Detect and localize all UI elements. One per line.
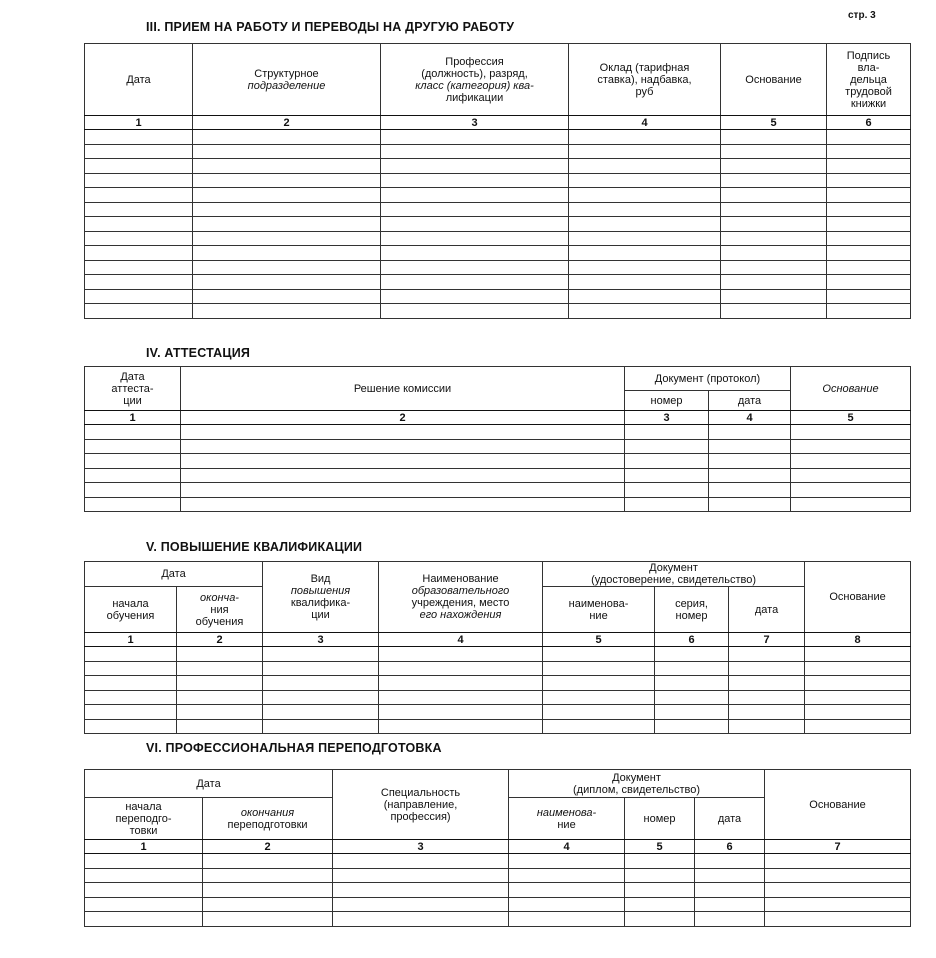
column-number: 5 [625, 840, 695, 854]
blank-entry-cell[interactable] [379, 690, 543, 705]
blank-entry-cell[interactable] [625, 483, 709, 498]
blank-entry-cell[interactable] [569, 188, 721, 203]
blank-entry-cell[interactable] [721, 173, 827, 188]
blank-entry-row [85, 690, 911, 705]
blank-entry-cell[interactable] [655, 719, 729, 734]
blank-entry-row [85, 497, 911, 512]
blank-entry-cell[interactable] [381, 130, 569, 145]
blank-entry-cell[interactable] [379, 676, 543, 691]
blank-entry-cell[interactable] [569, 246, 721, 261]
header-date: дата [709, 391, 791, 411]
blank-entry-cell[interactable] [85, 854, 203, 869]
blank-entry-cell[interactable] [827, 304, 911, 319]
blank-entry-cell[interactable] [625, 468, 709, 483]
blank-entry-cell[interactable] [85, 275, 193, 290]
blank-entry-cell[interactable] [543, 676, 655, 691]
blank-entry-cell[interactable] [827, 202, 911, 217]
blank-entry-cell[interactable] [85, 159, 193, 174]
blank-entry-cell[interactable] [85, 912, 203, 927]
blank-entry-cell[interactable] [181, 468, 625, 483]
blank-entry-cell[interactable] [379, 719, 543, 734]
blank-entry-row [85, 676, 911, 691]
blank-entry-cell[interactable] [379, 647, 543, 662]
header-basis: Основание [765, 770, 911, 840]
column-number: 2 [181, 411, 625, 425]
blank-entry-cell[interactable] [569, 260, 721, 275]
blank-entry-cell[interactable] [729, 676, 805, 691]
header-number: номер [625, 391, 709, 411]
header-institution: Наименование образовательного учреждения, место его нахождения [379, 562, 543, 633]
header-profession: Профессия (должность), разряд, класс (категория) ква- лификации [381, 44, 569, 116]
blank-entry-cell[interactable] [85, 497, 181, 512]
blank-entry-row [85, 231, 911, 246]
header-document-name: наименова- ние [509, 798, 625, 840]
column-number: 5 [543, 633, 655, 647]
blank-entry-cell[interactable] [85, 188, 193, 203]
blank-entry-cell[interactable] [655, 705, 729, 720]
header-document-date: дата [695, 798, 765, 840]
blank-entry-row [85, 439, 911, 454]
blank-entry-row [85, 246, 911, 261]
blank-entry-cell[interactable] [709, 468, 791, 483]
retraining-table [84, 769, 911, 927]
column-number: 3 [263, 633, 379, 647]
blank-entry-cell[interactable] [193, 130, 381, 145]
blank-entry-cell[interactable] [543, 719, 655, 734]
blank-entry-cell[interactable] [721, 260, 827, 275]
blank-entry-cell[interactable] [805, 705, 911, 720]
header-structural-unit: Структурное подразделение [193, 44, 381, 116]
blank-entry-cell[interactable] [721, 159, 827, 174]
blank-entry-cell[interactable] [177, 705, 263, 720]
blank-entry-cell[interactable] [85, 705, 177, 720]
blank-entry-cell[interactable] [85, 661, 177, 676]
blank-entry-cell[interactable] [695, 883, 765, 898]
blank-entry-cell[interactable] [827, 130, 911, 145]
section-4-title: IV. АТТЕСТАЦИЯ [146, 346, 251, 360]
column-number: 2 [193, 116, 381, 130]
header-training-kind: Вид повышения квалифика- ции [263, 562, 379, 633]
blank-entry-cell[interactable] [333, 868, 509, 883]
blank-entry-cell[interactable] [263, 676, 379, 691]
blank-entry-cell[interactable] [85, 304, 193, 319]
blank-entry-cell[interactable] [85, 246, 193, 261]
column-number: 7 [765, 840, 911, 854]
blank-entry-cell[interactable] [569, 231, 721, 246]
blank-entry-cell[interactable] [193, 144, 381, 159]
employment-entry-rows [85, 130, 911, 319]
blank-entry-row [85, 188, 911, 203]
header-basis: Основание [805, 562, 911, 633]
blank-entry-cell[interactable] [791, 468, 911, 483]
blank-entry-cell[interactable] [569, 304, 721, 319]
header-commission-decision: Решение комиссии [181, 367, 625, 411]
blank-entry-cell[interactable] [193, 304, 381, 319]
blank-entry-cell[interactable] [805, 647, 911, 662]
page-number: стр. 3 [848, 10, 876, 21]
header-document-number: номер [625, 798, 695, 840]
blank-entry-cell[interactable] [721, 188, 827, 203]
blank-entry-cell[interactable] [85, 144, 193, 159]
blank-entry-cell[interactable] [827, 260, 911, 275]
blank-entry-cell[interactable] [695, 854, 765, 869]
blank-entry-cell[interactable] [569, 217, 721, 232]
header-document-protocol: Документ (протокол) [625, 367, 791, 391]
blank-entry-cell[interactable] [721, 289, 827, 304]
blank-entry-cell[interactable] [569, 144, 721, 159]
column-number: 2 [203, 840, 333, 854]
blank-entry-cell[interactable] [85, 289, 193, 304]
blank-entry-cell[interactable] [729, 705, 805, 720]
blank-entry-cell[interactable] [729, 690, 805, 705]
column-number: 6 [655, 633, 729, 647]
blank-entry-row [85, 130, 911, 145]
header-date: Дата [85, 770, 333, 798]
blank-entry-cell[interactable] [193, 246, 381, 261]
blank-entry-cell[interactable] [379, 705, 543, 720]
blank-entry-cell[interactable] [177, 676, 263, 691]
blank-entry-cell[interactable] [509, 854, 625, 869]
blank-entry-cell[interactable] [203, 868, 333, 883]
blank-entry-cell[interactable] [625, 897, 695, 912]
blank-entry-cell[interactable] [381, 246, 569, 261]
blank-entry-cell[interactable] [381, 304, 569, 319]
blank-entry-cell[interactable] [625, 868, 695, 883]
blank-entry-cell[interactable] [193, 202, 381, 217]
blank-entry-cell[interactable] [203, 854, 333, 869]
blank-entry-cell[interactable] [85, 897, 203, 912]
blank-entry-row [85, 304, 911, 319]
blank-entry-row [85, 883, 911, 898]
blank-entry-cell[interactable] [193, 173, 381, 188]
blank-entry-cell[interactable] [625, 912, 695, 927]
blank-entry-cell[interactable] [85, 719, 177, 734]
blank-entry-row [85, 868, 911, 883]
qualification-table [84, 561, 911, 734]
blank-entry-cell[interactable] [263, 719, 379, 734]
header-attestation-date: Дата аттеста- ции [85, 367, 181, 411]
blank-entry-cell[interactable] [381, 231, 569, 246]
blank-entry-cell[interactable] [263, 661, 379, 676]
column-number: 4 [709, 411, 791, 425]
blank-entry-cell[interactable] [709, 439, 791, 454]
blank-entry-cell[interactable] [655, 661, 729, 676]
blank-entry-cell[interactable] [85, 676, 177, 691]
blank-entry-cell[interactable] [509, 897, 625, 912]
blank-entry-cell[interactable] [333, 883, 509, 898]
column-number: 3 [333, 840, 509, 854]
blank-entry-cell[interactable] [805, 690, 911, 705]
blank-entry-cell[interactable] [193, 260, 381, 275]
header-series-number: серия, номер [655, 587, 729, 633]
blank-entry-cell[interactable] [203, 912, 333, 927]
blank-entry-cell[interactable] [827, 159, 911, 174]
blank-entry-cell[interactable] [379, 661, 543, 676]
column-number: 3 [625, 411, 709, 425]
blank-entry-cell[interactable] [203, 897, 333, 912]
blank-entry-cell[interactable] [569, 159, 721, 174]
header-salary: Оклад (тарифная ставка), надбавка, руб [569, 44, 721, 116]
blank-entry-row [85, 425, 911, 440]
blank-entry-cell[interactable] [569, 275, 721, 290]
blank-entry-cell[interactable] [177, 661, 263, 676]
blank-entry-cell[interactable] [721, 202, 827, 217]
blank-entry-cell[interactable] [509, 883, 625, 898]
qualification-entry-rows [85, 647, 911, 734]
header-basis: Основание [791, 367, 911, 411]
column-number: 7 [729, 633, 805, 647]
blank-entry-cell[interactable] [181, 439, 625, 454]
blank-entry-cell[interactable] [625, 497, 709, 512]
blank-entry-cell[interactable] [193, 289, 381, 304]
header-document: Документ (диплом, свидетельство) [509, 770, 765, 798]
blank-entry-cell[interactable] [85, 454, 181, 469]
blank-entry-cell[interactable] [193, 188, 381, 203]
blank-entry-cell[interactable] [381, 144, 569, 159]
blank-entry-cell[interactable] [177, 647, 263, 662]
blank-entry-cell[interactable] [721, 217, 827, 232]
blank-entry-cell[interactable] [827, 231, 911, 246]
blank-entry-cell[interactable] [721, 275, 827, 290]
blank-entry-cell[interactable] [695, 912, 765, 927]
blank-entry-cell[interactable] [625, 425, 709, 440]
employment-table [84, 43, 911, 319]
blank-entry-cell[interactable] [655, 676, 729, 691]
blank-entry-cell[interactable] [203, 883, 333, 898]
blank-entry-cell[interactable] [729, 647, 805, 662]
blank-entry-cell[interactable] [193, 159, 381, 174]
blank-entry-cell[interactable] [543, 661, 655, 676]
section-3-title: III. ПРИЕМ НА РАБОТУ И ПЕРЕВОДЫ НА ДРУГУЮ РАБОТУ [146, 20, 515, 34]
blank-entry-cell[interactable] [509, 868, 625, 883]
blank-entry-cell[interactable] [85, 231, 193, 246]
blank-entry-cell[interactable] [85, 647, 177, 662]
blank-entry-cell[interactable] [695, 897, 765, 912]
blank-entry-cell[interactable] [381, 202, 569, 217]
blank-entry-cell[interactable] [193, 231, 381, 246]
section-5-title: V. ПОВЫШЕНИЕ КВАЛИФИКАЦИИ [146, 540, 363, 554]
blank-entry-cell[interactable] [709, 425, 791, 440]
blank-entry-row [85, 661, 911, 676]
blank-entry-cell[interactable] [85, 130, 193, 145]
blank-entry-cell[interactable] [509, 912, 625, 927]
header-start-date: начала обучения [85, 587, 177, 633]
blank-entry-cell[interactable] [805, 676, 911, 691]
blank-entry-row [85, 144, 911, 159]
blank-entry-cell[interactable] [827, 173, 911, 188]
blank-entry-cell[interactable] [709, 454, 791, 469]
attestation-table [84, 366, 911, 512]
blank-entry-cell[interactable] [543, 705, 655, 720]
blank-entry-cell[interactable] [85, 439, 181, 454]
blank-entry-cell[interactable] [765, 868, 911, 883]
blank-entry-row [85, 705, 911, 720]
blank-entry-cell[interactable] [543, 647, 655, 662]
header-end-date: окончания переподготовки [203, 798, 333, 840]
blank-entry-cell[interactable] [729, 661, 805, 676]
blank-entry-row [85, 912, 911, 927]
blank-entry-row [85, 719, 911, 734]
blank-entry-cell[interactable] [381, 289, 569, 304]
blank-entry-cell[interactable] [333, 912, 509, 927]
column-number: 6 [827, 116, 911, 130]
blank-entry-cell[interactable] [721, 144, 827, 159]
blank-entry-cell[interactable] [721, 246, 827, 261]
header-date: Дата [85, 44, 193, 116]
header-start-date: начала переподго- товки [85, 798, 203, 840]
blank-entry-cell[interactable] [177, 690, 263, 705]
blank-entry-row [85, 173, 911, 188]
blank-entry-cell[interactable] [765, 897, 911, 912]
blank-entry-cell[interactable] [569, 202, 721, 217]
blank-entry-row [85, 217, 911, 232]
blank-entry-cell[interactable] [721, 304, 827, 319]
blank-entry-cell[interactable] [543, 690, 655, 705]
column-number: 1 [85, 411, 181, 425]
column-number: 1 [85, 840, 203, 854]
section-6-title: VI. ПРОФЕССИОНАЛЬНАЯ ПЕРЕПОДГОТОВКА [146, 741, 442, 755]
blank-entry-cell[interactable] [381, 173, 569, 188]
blank-entry-cell[interactable] [181, 454, 625, 469]
header-document-date: дата [729, 587, 805, 633]
blank-entry-cell[interactable] [765, 883, 911, 898]
blank-entry-cell[interactable] [85, 425, 181, 440]
blank-entry-row [85, 159, 911, 174]
blank-entry-cell[interactable] [333, 897, 509, 912]
blank-entry-cell[interactable] [805, 719, 911, 734]
blank-entry-cell[interactable] [85, 868, 203, 883]
blank-entry-cell[interactable] [791, 425, 911, 440]
blank-entry-cell[interactable] [655, 690, 729, 705]
blank-entry-cell[interactable] [827, 246, 911, 261]
retraining-entry-rows [85, 854, 911, 927]
blank-entry-cell[interactable] [791, 454, 911, 469]
header-date: Дата [85, 562, 263, 587]
blank-entry-cell[interactable] [181, 425, 625, 440]
blank-entry-cell[interactable] [85, 483, 181, 498]
blank-entry-cell[interactable] [791, 483, 911, 498]
column-number: 5 [721, 116, 827, 130]
blank-entry-cell[interactable] [193, 217, 381, 232]
blank-entry-cell[interactable] [381, 217, 569, 232]
column-number: 4 [509, 840, 625, 854]
blank-entry-cell[interactable] [569, 289, 721, 304]
blank-entry-row [85, 260, 911, 275]
column-number: 3 [381, 116, 569, 130]
blank-entry-cell[interactable] [729, 719, 805, 734]
blank-entry-cell[interactable] [721, 231, 827, 246]
blank-entry-cell[interactable] [381, 159, 569, 174]
blank-entry-cell[interactable] [827, 289, 911, 304]
blank-entry-cell[interactable] [381, 188, 569, 203]
blank-entry-cell[interactable] [177, 719, 263, 734]
blank-entry-cell[interactable] [85, 883, 203, 898]
attestation-entry-rows [85, 425, 911, 512]
header-document: Документ (удостоверение, свидетельство) [543, 562, 805, 587]
blank-entry-cell[interactable] [263, 705, 379, 720]
blank-entry-cell[interactable] [381, 275, 569, 290]
blank-entry-cell[interactable] [181, 483, 625, 498]
column-number: 2 [177, 633, 263, 647]
blank-entry-cell[interactable] [85, 260, 193, 275]
blank-entry-cell[interactable] [85, 217, 193, 232]
blank-entry-cell[interactable] [569, 130, 721, 145]
header-end-date: оконча- ния обучения [177, 587, 263, 633]
blank-entry-cell[interactable] [709, 483, 791, 498]
blank-entry-cell[interactable] [827, 144, 911, 159]
blank-entry-cell[interactable] [791, 497, 911, 512]
blank-entry-cell[interactable] [569, 173, 721, 188]
blank-entry-cell[interactable] [655, 647, 729, 662]
blank-entry-cell[interactable] [263, 647, 379, 662]
blank-entry-cell[interactable] [333, 854, 509, 869]
header-specialty: Специальность (направление, профессия) [333, 770, 509, 840]
blank-entry-cell[interactable] [827, 217, 911, 232]
blank-entry-cell[interactable] [827, 188, 911, 203]
blank-entry-row [85, 202, 911, 217]
blank-entry-cell[interactable] [193, 275, 381, 290]
blank-entry-row [85, 468, 911, 483]
blank-entry-cell[interactable] [181, 497, 625, 512]
blank-entry-cell[interactable] [263, 690, 379, 705]
blank-entry-cell[interactable] [625, 439, 709, 454]
blank-entry-cell[interactable] [85, 468, 181, 483]
header-document-name: наименова- ние [543, 587, 655, 633]
blank-entry-cell[interactable] [721, 130, 827, 145]
column-number: 1 [85, 633, 177, 647]
blank-entry-row [85, 897, 911, 912]
blank-entry-cell[interactable] [765, 912, 911, 927]
blank-entry-cell[interactable] [625, 854, 695, 869]
blank-entry-cell[interactable] [791, 439, 911, 454]
header-signature: Подпись вла- дельца трудовой книжки [827, 44, 911, 116]
blank-entry-row [85, 647, 911, 662]
blank-entry-cell[interactable] [765, 854, 911, 869]
blank-entry-cell[interactable] [709, 497, 791, 512]
column-number: 4 [379, 633, 543, 647]
column-number: 4 [569, 116, 721, 130]
blank-entry-cell[interactable] [827, 275, 911, 290]
column-number: 8 [805, 633, 911, 647]
column-number: 1 [85, 116, 193, 130]
blank-entry-cell[interactable] [695, 868, 765, 883]
blank-entry-cell[interactable] [625, 454, 709, 469]
blank-entry-row [85, 454, 911, 469]
blank-entry-cell[interactable] [85, 202, 193, 217]
column-number: 6 [695, 840, 765, 854]
blank-entry-row [85, 854, 911, 869]
header-basis: Основание [721, 44, 827, 116]
blank-entry-row [85, 483, 911, 498]
blank-entry-row [85, 289, 911, 304]
blank-entry-cell[interactable] [805, 661, 911, 676]
blank-entry-cell[interactable] [85, 690, 177, 705]
blank-entry-row [85, 275, 911, 290]
blank-entry-cell[interactable] [85, 173, 193, 188]
column-number: 5 [791, 411, 911, 425]
blank-entry-cell[interactable] [381, 260, 569, 275]
blank-entry-cell[interactable] [625, 883, 695, 898]
